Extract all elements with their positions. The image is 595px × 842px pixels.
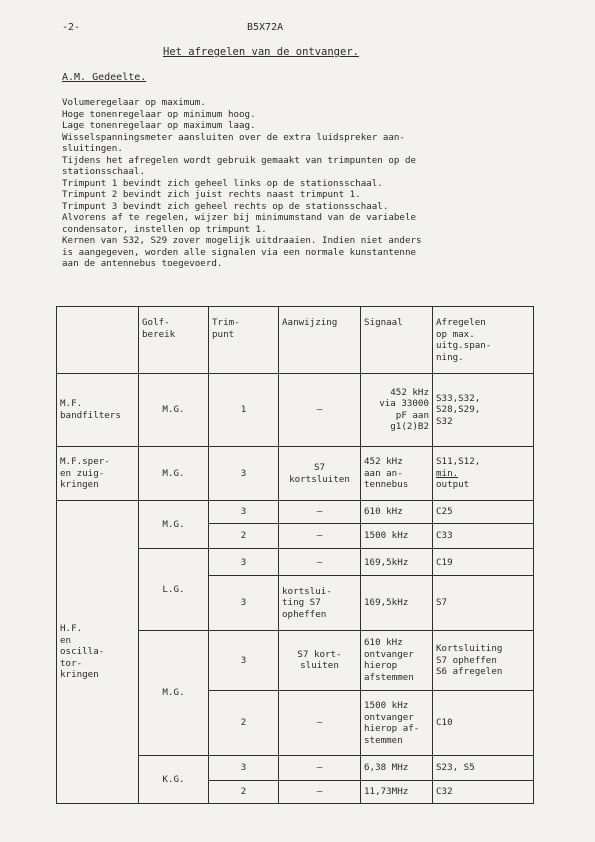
table-row [57,446,534,500]
section-heading: A.M. Gedeelte. [62,72,147,83]
indication-cell: – [279,549,361,576]
trim-cell: 2 [209,780,279,803]
indication-cell: S7 kort- sluiten [279,630,361,691]
signal-cell: 452 kHz aan an- tennebus [361,446,433,500]
adjust-cell: C10 [433,691,534,756]
paragraph-line: Kernen van S32, S29 zover mogelijk uitdraaien. Indien niet anders [62,235,422,246]
paragraph-line: is aangegeven, worden alle signalen via een normale kunstantenne [62,246,417,258]
adjust-cell: C25 [433,501,534,524]
trim-cell: 3 [209,755,279,780]
alignment-table [56,306,534,804]
paragraph-line: Trimpunt 2 bevindt zich juist rechts naast trimpunt 1. [62,189,361,200]
paragraph-line: Hoge tonenregelaar op minimum hoog. [62,108,256,120]
signal-cell: 1500 kHz [361,524,433,549]
header-cell-band: Golf- bereik [139,307,209,374]
header-cell-trim: Trim- punt [209,307,279,374]
signal-cell: 169,5kHz [361,549,433,576]
document-code: B5X72A [247,22,284,33]
adjust-cell: S23, S5 [433,755,534,780]
paragraph-line: Wisselspanningsmeter aansluiten over de extra luidspreker aan- [62,131,405,143]
paragraph-line: Trimpunt 3 bevindt zich geheel rechts op de stationsschaal. [62,200,389,212]
table-row [57,373,534,446]
indication-cell: kortslui- ting S7 opheffen [279,576,361,630]
indication-cell: – [279,755,361,780]
adjust-cell: C32 [433,780,534,803]
paragraph-line: Alvorens af te regelen, wijzer bij minimumstand van de variabele [62,212,417,223]
trim-cell: 1 [209,373,279,446]
paragraph-line: stationsschaal. [62,166,145,177]
indication-cell: – [279,780,361,803]
adjust-cell: C19 [433,549,534,576]
band-cell: K.G. [139,755,209,803]
paragraph-line: aan de antennebus toegevoerd. [62,258,223,269]
page-title: Het afregelen van de ontvanger. [163,46,359,58]
signal-cell: 6,38 MHz [361,755,433,780]
signal-cell: 610 kHz [361,501,433,524]
page-number: -2- [62,22,81,33]
instructions-paragraph [62,97,422,270]
trim-cell: 3 [209,549,279,576]
indication-cell: S7 kortsluiten [279,446,361,500]
table-row [57,501,534,524]
signal-cell: 11,73MHz [361,780,433,803]
band-cell: M.G. [139,373,209,446]
paragraph-line: Volumeregelaar op maximum. [62,97,206,108]
header-cell-indication: Aanwijzing [279,307,361,374]
paragraph-line: condensator, instellen op trimpunt 1. [62,223,267,235]
signal-cell: 1500 kHz ontvanger hierop af- stemmen [361,691,433,756]
table-header-row [57,307,534,374]
adjust-cell: S33,S32, S28,S29, S32 [433,373,534,446]
indication-cell: – [279,691,361,756]
adjust-cell: C33 [433,524,534,549]
paragraph-line: Lage tonenregelaar op maximum laag. [62,120,256,131]
trim-cell: 2 [209,691,279,756]
paragraph-line: Trimpunt 1 bevindt zich geheel links op de stationsschaal. [62,177,383,189]
paragraph-line: Tijdens het afregelen wordt gebruik gemaakt van trimpunten op de [62,154,417,166]
trim-cell: 2 [209,524,279,549]
band-cell: M.G. [139,446,209,500]
signal-cell: 452 kHz via 33000 pF aan g1(2)B2 [361,373,433,446]
signal-cell: 610 kHz ontvanger hierop afstemmen [361,630,433,691]
band-cell: L.G. [139,549,209,630]
group-cell: M.F. bandfilters [57,373,139,446]
band-cell: M.G. [139,501,209,549]
header-cell-adjust: Afregelen op max. uitg.span- ning. [433,307,534,374]
paragraph-line: sluitingen. [62,143,123,154]
trim-cell: 3 [209,630,279,691]
trim-cell: 3 [209,501,279,524]
adjust-cell: Kortsluiting S7 opheffen S6 afregelen [433,630,534,691]
group-cell: M.F.sper- en zuig- kringen [57,446,139,500]
header-cell-empty [57,307,139,374]
band-cell: M.G. [139,630,209,755]
indication-cell: – [279,373,361,446]
indication-cell: – [279,501,361,524]
adjust-cell: S7 [433,576,534,630]
group-cell: H.F. en oscilla- tor- kringen [57,501,139,804]
header-cell-signal: Signaal [361,307,433,374]
signal-cell: 169,5kHz [361,576,433,630]
indication-cell: – [279,524,361,549]
adjust-cell: S11,S12, min. output [433,446,534,500]
trim-cell: 3 [209,576,279,630]
trim-cell: 3 [209,446,279,500]
